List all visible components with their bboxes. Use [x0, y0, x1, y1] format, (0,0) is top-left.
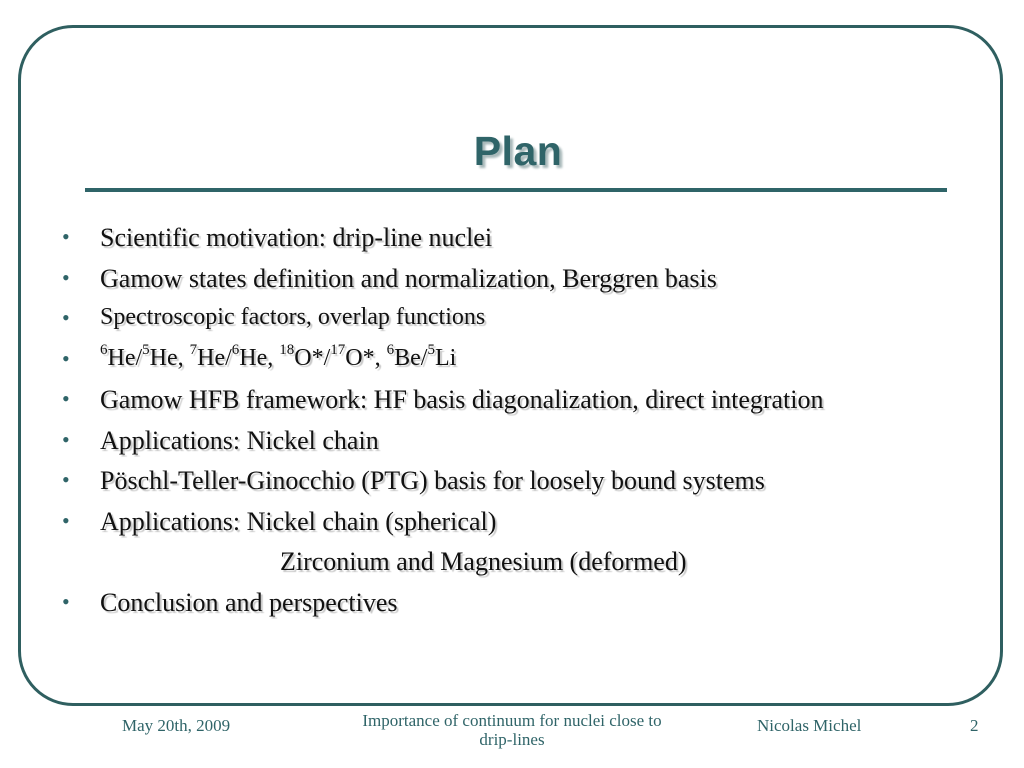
isotope-symbol: Be/ [394, 344, 428, 371]
isotope-symbol: He, [149, 344, 190, 371]
slide-title: Plan [473, 128, 563, 174]
bullet-text: Spectroscopic factors, overlap functions [100, 304, 486, 330]
bullet-text: Scientific motivation: drip-line nuclei [100, 223, 493, 252]
bullet-item [62, 588, 1002, 629]
bullet-text: Gamow HFB framework: HF basis diagonalization, direct integration [100, 385, 824, 414]
bullet-item [62, 304, 1002, 345]
isotope-symbol: He, [239, 344, 280, 371]
mass-number: 5 [142, 341, 150, 358]
bullet-spacer [62, 547, 100, 548]
bullet-icon: • [62, 305, 70, 330]
page-number: 2 [970, 716, 979, 735]
bullet-icon: • [62, 386, 70, 411]
bullet-icon: • [62, 224, 70, 249]
mass-number: 5 [427, 341, 435, 358]
bullet-item [62, 385, 1002, 426]
footer-author: Nicolas Michel [757, 716, 862, 735]
bullet-text: Gamow states definition and normalization, Berggren basis [100, 263, 717, 293]
bullet-text: Applications: Nickel chain [100, 425, 379, 455]
bullet-text: Pöschl-Teller-Ginocchio (PTG) basis for loosely bound systems [100, 466, 765, 495]
bullet-item [62, 426, 1002, 467]
bullet-item [62, 507, 1002, 548]
bullet-item-isotopes [62, 341, 1002, 386]
bullet-list [62, 223, 1002, 628]
isotope-symbol: Li [434, 344, 457, 371]
bullet-item [62, 223, 1002, 264]
isotope-symbol: He/ [107, 344, 143, 371]
footer-title-line1: Importance of continuum for nuclei close to [362, 711, 662, 730]
bullet-icon: • [62, 507, 70, 533]
bullet-icon: • [62, 467, 70, 492]
bullet-text: Conclusion and perspectives [100, 587, 398, 617]
mass-number: 17 [330, 341, 346, 358]
isotope-symbol: O*/ [294, 344, 331, 371]
footer-date: May 20th, 2009 [122, 716, 231, 735]
title-underline [85, 188, 947, 192]
bullet-icon: • [62, 426, 70, 452]
footer-title-line2: drip-lines [479, 730, 545, 749]
bullet-icon: • [62, 588, 70, 614]
footer-title [300, 711, 724, 749]
bullet-icon: • [62, 264, 70, 290]
mass-number: 6 [231, 341, 240, 358]
bullet-icon: • [62, 345, 70, 371]
bullet-continuation [62, 547, 1002, 588]
bullet-text: Zirconium and Magnesium (deformed) [280, 547, 687, 576]
mass-number: 18 [279, 341, 295, 358]
bullet-item [62, 466, 1002, 507]
bullet-text: Applications: Nickel chain (spherical) [100, 506, 497, 536]
isotope-list [100, 341, 457, 372]
mass-number: 6 [386, 341, 395, 358]
isotope-symbol: He/ [197, 344, 232, 371]
isotope-symbol: O*, [345, 344, 387, 371]
bullet-item [62, 264, 1002, 305]
mass-number: 7 [189, 341, 198, 358]
mass-number: 6 [100, 341, 108, 358]
